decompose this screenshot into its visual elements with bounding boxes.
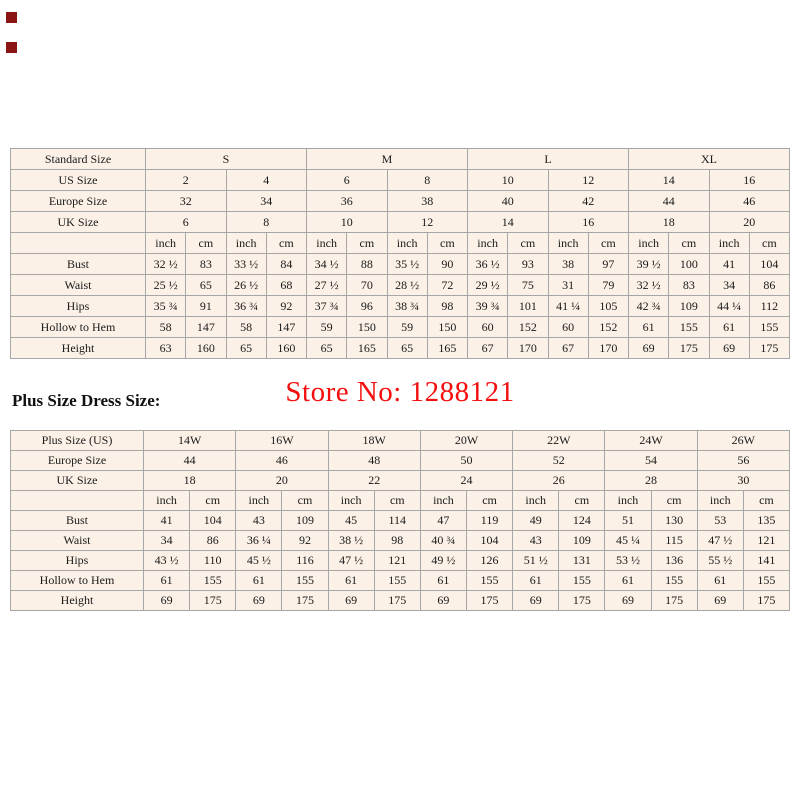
size-value: 20: [709, 212, 790, 233]
measure-value: 51 ½: [513, 551, 559, 571]
unit-row-empty-cell: [11, 491, 144, 511]
unit-label: cm: [508, 233, 548, 254]
measure-value: 116: [282, 551, 328, 571]
measure-value: 155: [374, 571, 420, 591]
measure-value: 68: [266, 275, 306, 296]
unit-label: inch: [513, 491, 559, 511]
size-value: 10: [468, 170, 549, 191]
measure-value: 75: [508, 275, 548, 296]
measure-value: 175: [651, 591, 697, 611]
size-group-header: XL: [629, 149, 790, 170]
row-label: Bust: [11, 254, 146, 275]
measure-value: 42 ¾: [629, 296, 669, 317]
unit-label: cm: [466, 491, 512, 511]
measure-value: 41 ¼: [548, 296, 588, 317]
measure-value: 39 ½: [629, 254, 669, 275]
red-corner-mark: [6, 42, 17, 53]
measure-value: 155: [282, 571, 328, 591]
row-label: Hollow to Hem: [11, 571, 144, 591]
measure-value: 28 ½: [387, 275, 427, 296]
measure-value: 147: [266, 317, 306, 338]
row-label: Height: [11, 338, 146, 359]
measure-value: 121: [743, 531, 789, 551]
measure-value: 175: [374, 591, 420, 611]
measure-value: 36 ¾: [226, 296, 266, 317]
measure-value: 59: [307, 317, 347, 338]
measure-value: 96: [347, 296, 387, 317]
measure-value: 26 ½: [226, 275, 266, 296]
unit-label: cm: [743, 491, 789, 511]
measure-value: 41: [144, 511, 190, 531]
plus-size-table: [10, 430, 790, 611]
measure-value: 53: [697, 511, 743, 531]
measure-value: 152: [588, 317, 628, 338]
unit-label: inch: [629, 233, 669, 254]
measure-value: 155: [743, 571, 789, 591]
measure-value: 155: [749, 317, 789, 338]
size-value: 18: [144, 471, 236, 491]
unit-label: inch: [307, 233, 347, 254]
table-row: [11, 170, 790, 191]
size-value: 14: [468, 212, 549, 233]
measure-value: 170: [588, 338, 628, 359]
measure-value: 124: [559, 511, 605, 531]
row-label: UK Size: [11, 471, 144, 491]
measure-value: 43: [236, 511, 282, 531]
measure-value: 36 ¼: [236, 531, 282, 551]
measure-value: 86: [749, 275, 789, 296]
unit-label: inch: [548, 233, 588, 254]
size-value: 48: [328, 451, 420, 471]
measure-value: 69: [236, 591, 282, 611]
measure-value: 34 ½: [307, 254, 347, 275]
measure-value: 34: [709, 275, 749, 296]
measure-value: 69: [709, 338, 749, 359]
row-label: Hollow to Hem: [11, 317, 146, 338]
unit-label: cm: [282, 491, 328, 511]
size-group-header: S: [146, 149, 307, 170]
measure-value: 91: [186, 296, 226, 317]
measure-value: 150: [347, 317, 387, 338]
measure-value: 72: [427, 275, 467, 296]
measure-value: 100: [669, 254, 709, 275]
measure-value: 40 ¾: [420, 531, 466, 551]
size-value: 4: [226, 170, 307, 191]
measure-value: 33 ½: [226, 254, 266, 275]
size-value: 50: [420, 451, 512, 471]
size-value: 28: [605, 471, 697, 491]
measure-value: 58: [146, 317, 186, 338]
unit-label: cm: [190, 491, 236, 511]
size-value: 22: [328, 471, 420, 491]
size-value: 16: [709, 170, 790, 191]
measure-value: 38 ¾: [387, 296, 427, 317]
row-label: Bust: [11, 511, 144, 531]
size-value: 22W: [513, 431, 605, 451]
measure-value: 35 ½: [387, 254, 427, 275]
measure-value: 43 ½: [144, 551, 190, 571]
size-value: 12: [387, 212, 468, 233]
size-value: 52: [513, 451, 605, 471]
size-value: 32: [146, 191, 227, 212]
size-value: 12: [548, 170, 629, 191]
size-value: 30: [697, 471, 789, 491]
measure-value: 29 ½: [468, 275, 508, 296]
measure-value: 109: [282, 511, 328, 531]
measure-value: 69: [420, 591, 466, 611]
measure-value: 88: [347, 254, 387, 275]
measure-value: 69: [328, 591, 374, 611]
measure-value: 93: [508, 254, 548, 275]
unit-label: cm: [559, 491, 605, 511]
table-row: [11, 317, 790, 338]
measure-value: 65: [387, 338, 427, 359]
measure-value: 98: [374, 531, 420, 551]
measure-value: 61: [236, 571, 282, 591]
table-row: [11, 275, 790, 296]
size-value: 10: [307, 212, 388, 233]
unit-label: inch: [328, 491, 374, 511]
size-value: 20: [236, 471, 328, 491]
measure-value: 155: [669, 317, 709, 338]
unit-label: cm: [588, 233, 628, 254]
unit-label: inch: [709, 233, 749, 254]
table-row: [11, 571, 790, 591]
size-value: 38: [387, 191, 468, 212]
table-row: [11, 471, 790, 491]
measure-value: 98: [427, 296, 467, 317]
measure-value: 155: [190, 571, 236, 591]
measure-value: 61: [144, 571, 190, 591]
measure-value: 39 ¾: [468, 296, 508, 317]
measure-value: 55 ½: [697, 551, 743, 571]
unit-label: inch: [420, 491, 466, 511]
measure-value: 150: [427, 317, 467, 338]
table-row: [11, 551, 790, 571]
size-value: 56: [697, 451, 789, 471]
measure-value: 114: [374, 511, 420, 531]
measure-value: 86: [190, 531, 236, 551]
unit-label: inch: [697, 491, 743, 511]
measure-value: 92: [282, 531, 328, 551]
unit-label: cm: [669, 233, 709, 254]
measure-value: 41: [709, 254, 749, 275]
table-row: [11, 591, 790, 611]
measure-value: 61: [420, 571, 466, 591]
unit-label: inch: [387, 233, 427, 254]
measure-value: 83: [669, 275, 709, 296]
row-label: Plus Size (US): [11, 431, 144, 451]
size-value: 14W: [144, 431, 236, 451]
measure-value: 45 ¼: [605, 531, 651, 551]
table-row: [11, 338, 790, 359]
size-group-header: L: [468, 149, 629, 170]
measure-value: 175: [559, 591, 605, 611]
standard-size-table: [10, 148, 790, 359]
unit-label: inch: [144, 491, 190, 511]
unit-label: cm: [374, 491, 420, 511]
measure-value: 119: [466, 511, 512, 531]
table-row: [11, 212, 790, 233]
measure-value: 101: [508, 296, 548, 317]
measure-value: 61: [605, 571, 651, 591]
measure-value: 60: [548, 317, 588, 338]
size-value: 40: [468, 191, 549, 212]
measure-value: 25 ½: [146, 275, 186, 296]
measure-value: 69: [144, 591, 190, 611]
measure-value: 105: [588, 296, 628, 317]
size-value: 36: [307, 191, 388, 212]
measure-value: 112: [749, 296, 789, 317]
measure-value: 45: [328, 511, 374, 531]
row-label: Height: [11, 591, 144, 611]
measure-value: 69: [629, 338, 669, 359]
measure-value: 165: [347, 338, 387, 359]
measure-value: 109: [669, 296, 709, 317]
measure-value: 59: [387, 317, 427, 338]
size-value: 26: [513, 471, 605, 491]
measure-value: 165: [427, 338, 467, 359]
measure-value: 115: [651, 531, 697, 551]
unit-label: inch: [226, 233, 266, 254]
table-row: [11, 254, 790, 275]
measure-value: 65: [186, 275, 226, 296]
unit-label: cm: [186, 233, 226, 254]
measure-value: 131: [559, 551, 605, 571]
size-value: 24W: [605, 431, 697, 451]
size-value: 46: [709, 191, 790, 212]
table-row: [11, 149, 790, 170]
measure-value: 44 ¼: [709, 296, 749, 317]
measure-value: 160: [266, 338, 306, 359]
measure-value: 61: [697, 571, 743, 591]
measure-value: 84: [266, 254, 306, 275]
row-label: Hips: [11, 551, 144, 571]
measure-value: 160: [186, 338, 226, 359]
table-row: [11, 451, 790, 471]
size-value: 16: [548, 212, 629, 233]
unit-label: cm: [651, 491, 697, 511]
size-value: 18W: [328, 431, 420, 451]
measure-value: 175: [749, 338, 789, 359]
measure-value: 32 ½: [146, 254, 186, 275]
measure-value: 36 ½: [468, 254, 508, 275]
measure-value: 130: [651, 511, 697, 531]
size-value: 24: [420, 471, 512, 491]
measure-value: 61: [513, 571, 559, 591]
measure-value: 155: [559, 571, 605, 591]
unit-label: cm: [347, 233, 387, 254]
row-label: US Size: [11, 170, 146, 191]
size-value: 44: [144, 451, 236, 471]
measure-value: 60: [468, 317, 508, 338]
size-value: 14: [629, 170, 710, 191]
row-label: Waist: [11, 275, 146, 296]
row-label: Waist: [11, 531, 144, 551]
measure-value: 141: [743, 551, 789, 571]
measure-value: 63: [146, 338, 186, 359]
measure-value: 90: [427, 254, 467, 275]
measure-value: 126: [466, 551, 512, 571]
unit-label: cm: [749, 233, 789, 254]
table-row: [11, 531, 790, 551]
measure-value: 35 ¾: [146, 296, 186, 317]
measure-value: 67: [468, 338, 508, 359]
table-corner-label: Standard Size: [11, 149, 146, 170]
size-value: 34: [226, 191, 307, 212]
unit-label: inch: [605, 491, 651, 511]
measure-value: 175: [669, 338, 709, 359]
table-row: [11, 296, 790, 317]
measure-value: 83: [186, 254, 226, 275]
measure-value: 32 ½: [629, 275, 669, 296]
measure-value: 61: [629, 317, 669, 338]
measure-value: 49 ½: [420, 551, 466, 571]
measure-value: 38: [548, 254, 588, 275]
measure-value: 67: [548, 338, 588, 359]
unit-label: cm: [427, 233, 467, 254]
size-value: 46: [236, 451, 328, 471]
measure-value: 47: [420, 511, 466, 531]
measure-value: 104: [190, 511, 236, 531]
measure-value: 175: [190, 591, 236, 611]
measure-value: 47 ½: [328, 551, 374, 571]
size-value: 44: [629, 191, 710, 212]
measure-value: 175: [466, 591, 512, 611]
measure-value: 136: [651, 551, 697, 571]
size-value: 6: [146, 212, 227, 233]
measure-value: 109: [559, 531, 605, 551]
measure-value: 79: [588, 275, 628, 296]
size-group-header: M: [307, 149, 468, 170]
row-label: Europe Size: [11, 191, 146, 212]
size-value: 42: [548, 191, 629, 212]
measure-value: 175: [282, 591, 328, 611]
size-value: 8: [226, 212, 307, 233]
table-row: [11, 491, 790, 511]
measure-value: 170: [508, 338, 548, 359]
row-label: Hips: [11, 296, 146, 317]
measure-value: 69: [697, 591, 743, 611]
size-value: 26W: [697, 431, 789, 451]
measure-value: 31: [548, 275, 588, 296]
measure-value: 104: [749, 254, 789, 275]
size-value: 54: [605, 451, 697, 471]
measure-value: 45 ½: [236, 551, 282, 571]
measure-value: 110: [190, 551, 236, 571]
measure-value: 152: [508, 317, 548, 338]
size-value: 6: [307, 170, 388, 191]
measure-value: 135: [743, 511, 789, 531]
size-value: 8: [387, 170, 468, 191]
red-corner-mark: [6, 12, 17, 23]
measure-value: 51: [605, 511, 651, 531]
measure-value: 27 ½: [307, 275, 347, 296]
table-row: [11, 191, 790, 212]
unit-label: inch: [468, 233, 508, 254]
measure-value: 65: [307, 338, 347, 359]
table-row: [11, 233, 790, 254]
size-value: 20W: [420, 431, 512, 451]
measure-value: 92: [266, 296, 306, 317]
unit-label: inch: [146, 233, 186, 254]
plus-size-section-title: Plus Size Dress Size:: [12, 391, 161, 410]
size-value: 16W: [236, 431, 328, 451]
unit-label: inch: [236, 491, 282, 511]
measure-value: 37 ¾: [307, 296, 347, 317]
table-row: [11, 511, 790, 531]
table-row: [11, 431, 790, 451]
measure-value: 69: [513, 591, 559, 611]
unit-row-empty-cell: [11, 233, 146, 254]
measure-value: 49: [513, 511, 559, 531]
measure-value: 34: [144, 531, 190, 551]
measure-value: 61: [709, 317, 749, 338]
measure-value: 155: [466, 571, 512, 591]
unit-label: cm: [266, 233, 306, 254]
measure-value: 104: [466, 531, 512, 551]
measure-value: 47 ½: [697, 531, 743, 551]
row-label: Europe Size: [11, 451, 144, 471]
measure-value: 69: [605, 591, 651, 611]
measure-value: 58: [226, 317, 266, 338]
store-number-watermark: Store No: 1288121: [285, 376, 515, 408]
measure-value: 147: [186, 317, 226, 338]
measure-value: 175: [743, 591, 789, 611]
measure-value: 155: [651, 571, 697, 591]
size-value: 18: [629, 212, 710, 233]
row-label: UK Size: [11, 212, 146, 233]
measure-value: 97: [588, 254, 628, 275]
measure-value: 121: [374, 551, 420, 571]
measure-value: 70: [347, 275, 387, 296]
measure-value: 43: [513, 531, 559, 551]
measure-value: 53 ½: [605, 551, 651, 571]
measure-value: 65: [226, 338, 266, 359]
size-value: 2: [146, 170, 227, 191]
measure-value: 61: [328, 571, 374, 591]
measure-value: 38 ½: [328, 531, 374, 551]
